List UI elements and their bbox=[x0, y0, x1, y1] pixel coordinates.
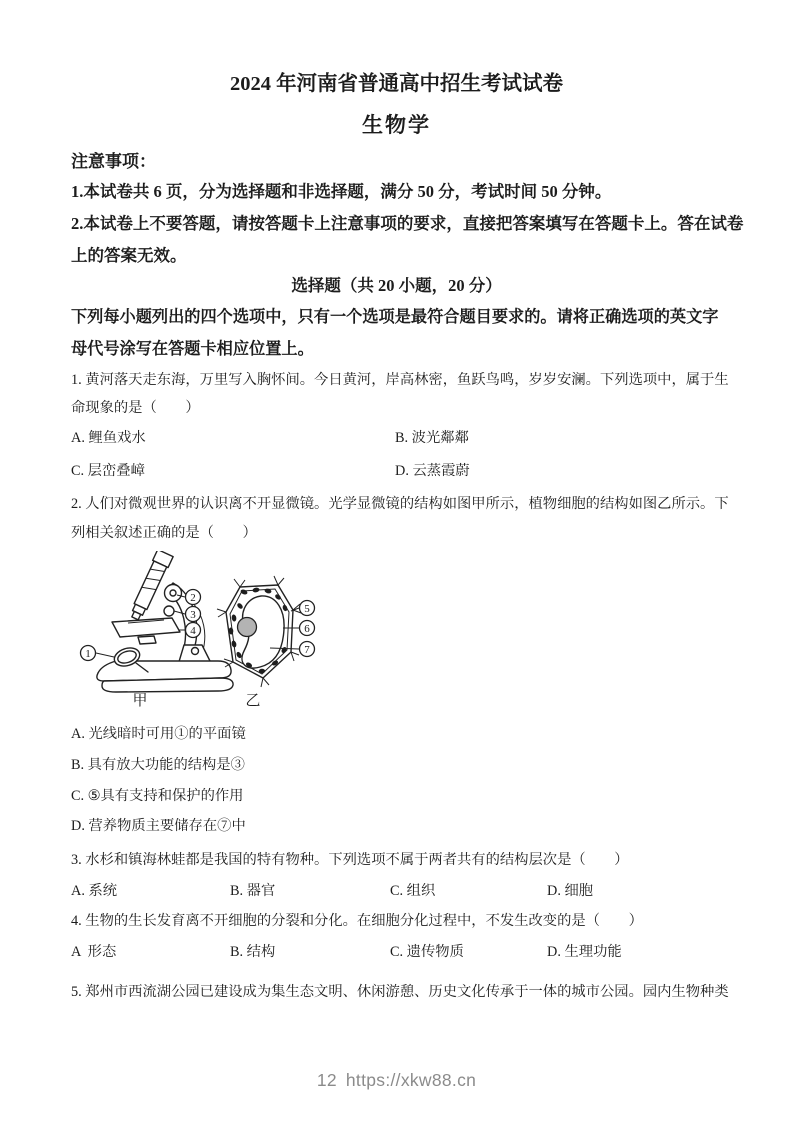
question-3-option-c: C. 组织 bbox=[390, 883, 436, 899]
question-2-option-b: B. 具有放大功能的结构是③ bbox=[71, 757, 245, 773]
callout-1-label: 1 bbox=[85, 648, 91, 660]
callout-3-badge bbox=[186, 607, 201, 622]
page-footer bbox=[0, 1070, 793, 1091]
question-2-option-c: C. ⑤具有支持和保护的作用 bbox=[71, 788, 244, 804]
question-1-option-a: A. 鲤鱼戏水 bbox=[71, 430, 146, 446]
question-3-option-d: D. 细胞 bbox=[547, 883, 594, 899]
microscope-illustration bbox=[97, 551, 233, 692]
question-4-stem: 4. 生物的生长发育离不开细胞的分裂和分化。在细胞分化过程中，不发生改变的是（ ） bbox=[71, 913, 643, 929]
notice-item-2-line-2: 上的答案无效。 bbox=[71, 246, 187, 265]
question-1-stem-line-2: 命现象的是（ ） bbox=[71, 400, 200, 416]
question-1-option-b: B. 波光鄰鄰 bbox=[395, 430, 469, 446]
question-4-option-c: C. 遗传物质 bbox=[390, 944, 464, 960]
question-4-option-a: A 形态 bbox=[71, 944, 117, 960]
callout-4-label: 4 bbox=[190, 625, 196, 637]
notice-item-1: 1.本试卷共 6 页，分为选择题和非选择题，满分 50 分，考试时间 50 分钟。 bbox=[71, 182, 612, 201]
page-number: 12 bbox=[316, 1070, 337, 1090]
question-1-option-c: C. 层峦叠嶂 bbox=[71, 463, 145, 479]
question-2-option-a: A. 光线暗时可用①的平面镜 bbox=[71, 726, 246, 742]
callout-7-badge bbox=[300, 642, 315, 657]
exam-title: 2024 年河南省普通高中招生考试试卷 bbox=[229, 73, 564, 95]
question-2-figure bbox=[78, 551, 378, 709]
question-4-option-d: D. 生理功能 bbox=[547, 944, 622, 960]
notice-item-2-line-1: 2.本试卷上不要答题，请按答题卡上注意事项的要求，直接把答案填写在答题卡上。答在试卷 bbox=[71, 214, 744, 233]
section-instruction-line-1: 下列每小题列出的四个选项中，只有一个选项是最符合题目要求的。请将正确选项的英文字 bbox=[71, 308, 719, 326]
callout-2-label: 2 bbox=[190, 592, 196, 604]
footer-url: https://xkw88.cn bbox=[345, 1070, 477, 1090]
callout-1-badge bbox=[81, 646, 96, 661]
question-1-option-d: D. 云蒸霞蔚 bbox=[395, 463, 470, 479]
callout-7-label: 7 bbox=[304, 644, 310, 656]
nucleus-shape bbox=[238, 618, 257, 637]
question-3-stem: 3. 水杉和镇海林蛙都是我国的特有物种。下列选项不属于两者共有的结构层次是（ ） bbox=[71, 852, 629, 868]
figure-label-jia: 甲 bbox=[132, 693, 148, 709]
callout-5-label: 5 bbox=[304, 603, 310, 615]
leader-line-1 bbox=[96, 653, 114, 657]
callout-6-badge bbox=[300, 621, 315, 636]
figure-canvas bbox=[78, 551, 378, 709]
question-1-stem-line-1: 1. 黄河落天走东海，万里写入胸怀间。今日黄河，岸高林密，鱼跃鸟鸣，岁岁安澜。下列选项中，属于生 bbox=[71, 372, 729, 388]
question-4-option-b: B. 结构 bbox=[230, 944, 276, 960]
callout-6-label: 6 bbox=[304, 623, 310, 635]
subject-title: 生物学 bbox=[362, 113, 431, 137]
section-instruction-line-2: 母代号涂写在答题卡相应位置上。 bbox=[71, 340, 314, 358]
question-3-option-b: B. 器官 bbox=[230, 883, 276, 899]
question-2-stem-line-2: 列相关叙述正确的是（ ） bbox=[71, 525, 257, 541]
question-2-option-d: D. 营养物质主要储存在⑦中 bbox=[71, 818, 246, 834]
question-5-stem: 5. 郑州市西流湖公园已建设成为集生态文明、休闲游憩、历史文化传承于一体的城市公园。园内生物种类 bbox=[71, 984, 729, 1000]
notice-heading: 注意事项： bbox=[71, 152, 156, 171]
callout-4-badge bbox=[186, 623, 201, 638]
figure-label-yi: 乙 bbox=[245, 693, 261, 709]
callout-3-label: 3 bbox=[190, 609, 196, 621]
section-heading: 选择题（共 20 小题，20 分） bbox=[291, 276, 502, 295]
question-2-stem-line-1: 2. 人们对微观世界的认识离不开显微镜。光学显微镜的结构如图甲所示，植物细胞的结构如图乙所示。下 bbox=[71, 496, 729, 512]
callout-5-badge bbox=[300, 601, 315, 616]
question-3-option-a: A. 系统 bbox=[71, 883, 118, 899]
callout-2-badge bbox=[186, 590, 201, 605]
